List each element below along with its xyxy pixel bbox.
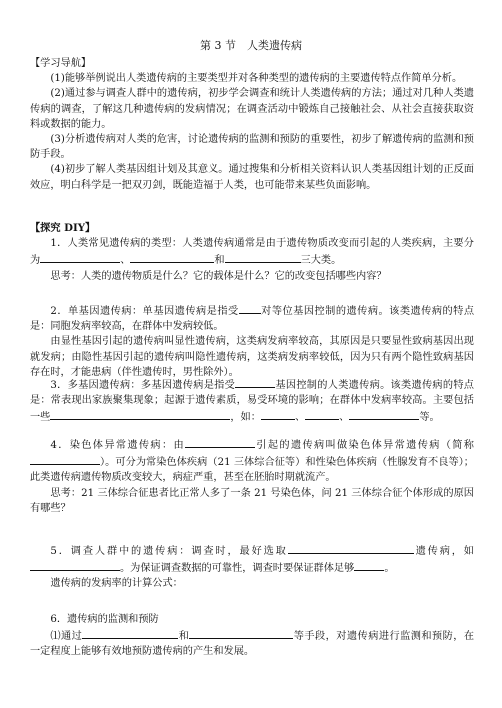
q3-blank-4[interactable]: [305, 408, 339, 420]
q6-and: 和: [178, 631, 190, 643]
q3-blank-5[interactable]: [349, 408, 419, 420]
q1-and: 和: [214, 255, 225, 267]
question-2-detail: 由显性基因引起的遗传病叫显性遗传病，这类病发病率较高，其原因是只要显性致病基因出现就发病；由隐性基因引起的遗传病叫隐性遗传病，这类病发病率较低，因为只有两个隐性致病基因存在时，才能患病（伴性遗传时，男性除外）。: [30, 336, 474, 378]
section-title: 第 3 节 人类遗传病: [200, 39, 302, 52]
q1-blank-1[interactable]: [40, 251, 120, 263]
q4-blank-1[interactable]: [185, 436, 255, 448]
question-1: [30, 236, 474, 268]
q3-blank-3[interactable]: [261, 408, 295, 420]
q5-blank-1[interactable]: [288, 542, 414, 554]
explore-section: [30, 221, 474, 284]
question-4-block: [30, 436, 474, 516]
q5-text-2: 遗传病，如: [413, 546, 474, 557]
question-6: [30, 627, 474, 659]
guide-item-4: (4)初步了解人类基因组计划及其意义。通过搜集和分析相关资料认识人类基因组计划的正反面效应，明白科学是一把双刃剑，既能造福于人类，也可能带来某些负面影响。: [30, 164, 474, 191]
question-6-block: [30, 612, 474, 660]
guide-heading: 【学习导航】: [30, 58, 92, 69]
q1-blank-2[interactable]: [130, 251, 214, 263]
q3-text-2: 基因控制的人类遗传病。该类遗传病的特点是：常表现出家族聚集现象；起源于遗传素质，易受环境的影响；在群体中发病率较高。主要包括一些: [30, 380, 474, 424]
q3-blank-2[interactable]: [50, 408, 230, 420]
question-5: [30, 542, 474, 576]
q5-text-3: 。为保证调查数据的可靠性，调查时要保证群体足够: [120, 563, 355, 575]
think-4: 思考：21 三体综合征患者比正常人多了一条 21 号染色体，问 21 三体综合征个体形成的原因有哪些？: [30, 487, 474, 514]
q5-text: 5．调查人群中的遗传病：调查时，最好选取: [50, 546, 288, 557]
q2-blank[interactable]: [239, 302, 261, 314]
guide-item-1: (1)能够举例说出人类遗传病的主要类型并对各种类型的遗传病的主要遗传特点作简单分析。: [50, 73, 463, 85]
question-4: [30, 436, 474, 486]
guide-item-2: (2)通过参与调查人群中的遗传病，初步学会调查和统计人类遗传病的方法；通过对几种人类遗传病的调查，了解这几种遗传病的发病情况；在调查活动中锻炼自己接触社会、从社会直接获取资料或数据的能力。: [30, 88, 474, 130]
q1-end: 三大类。: [300, 255, 342, 267]
q1-blank-3[interactable]: [225, 251, 301, 263]
q3-sep-2: 、: [339, 412, 350, 424]
q2-text-2: 对等位基因控制的遗传病。该类遗传病的特点是：同胞发病率较高，在群体中发病较低。: [30, 306, 475, 333]
q5-text-4: 。: [384, 563, 395, 575]
question-3-block: [30, 376, 474, 426]
learning-guide: [30, 56, 474, 193]
q4-blank-2[interactable]: [30, 453, 100, 465]
q5-blank-2[interactable]: [30, 559, 120, 571]
guide-item-3: (3)分析遗传病对人类的危害，讨论遗传病的监测和预防的重要性，初步了解遗传病的监测和预防手段。: [30, 134, 474, 161]
q1-text: 1．人类常见遗传病的类型：人类遗传病通常是由于遗传物质改变而引起的人类疾病，主要分为: [30, 238, 474, 267]
q6-text-2: 等手段，对遗传病进行监测和预防，在一定程度上能够有效地预防遗传病的产生和发展。: [30, 631, 475, 658]
q5-blank-3[interactable]: [354, 559, 384, 571]
q1-separator: 、: [120, 255, 131, 267]
q4-text-2: 引起的遗传病叫做染色体异常遗传病（简称: [255, 440, 474, 451]
q3-end: 等。: [419, 412, 440, 424]
q6-blank-1[interactable]: [82, 627, 178, 639]
question-5-block: [30, 542, 474, 592]
q6-blank-2[interactable]: [189, 627, 293, 639]
question-6-title: 6．遗传病的监测和预防: [50, 614, 159, 625]
q3-text: 3．多基因遗传病：多基因遗传病是指受: [50, 380, 236, 391]
q5-formula-label: 遗传病的发病率的计算公式：: [50, 578, 183, 590]
q3-text-3: ，如：: [230, 412, 261, 424]
q6-text: ⑴通过: [50, 631, 83, 643]
q4-text: 4．染色体异常遗传病：由: [50, 440, 185, 451]
q2-text: 2．单基因遗传病：单基因遗传病是指受: [50, 306, 239, 317]
q4-text-3: ）。可分为常染色体疾病（21 三体综合征等）和性染色体疾病（性腺发育不良等）；此类遗传病遗传物质改变较大，病症严重，甚至在胚胎时期就流产。: [30, 457, 474, 484]
question-3: [30, 376, 474, 426]
question-2: [30, 302, 474, 334]
q3-sep-1: 、: [294, 412, 306, 424]
q3-blank-1[interactable]: [235, 376, 275, 388]
think-1: 思考：人类的遗传物质是什么？它的载体是什么？它的改变包括哪些内容？: [50, 270, 387, 282]
question-2-block: [30, 302, 474, 380]
explore-heading: 【探究 DIY】: [30, 222, 96, 234]
